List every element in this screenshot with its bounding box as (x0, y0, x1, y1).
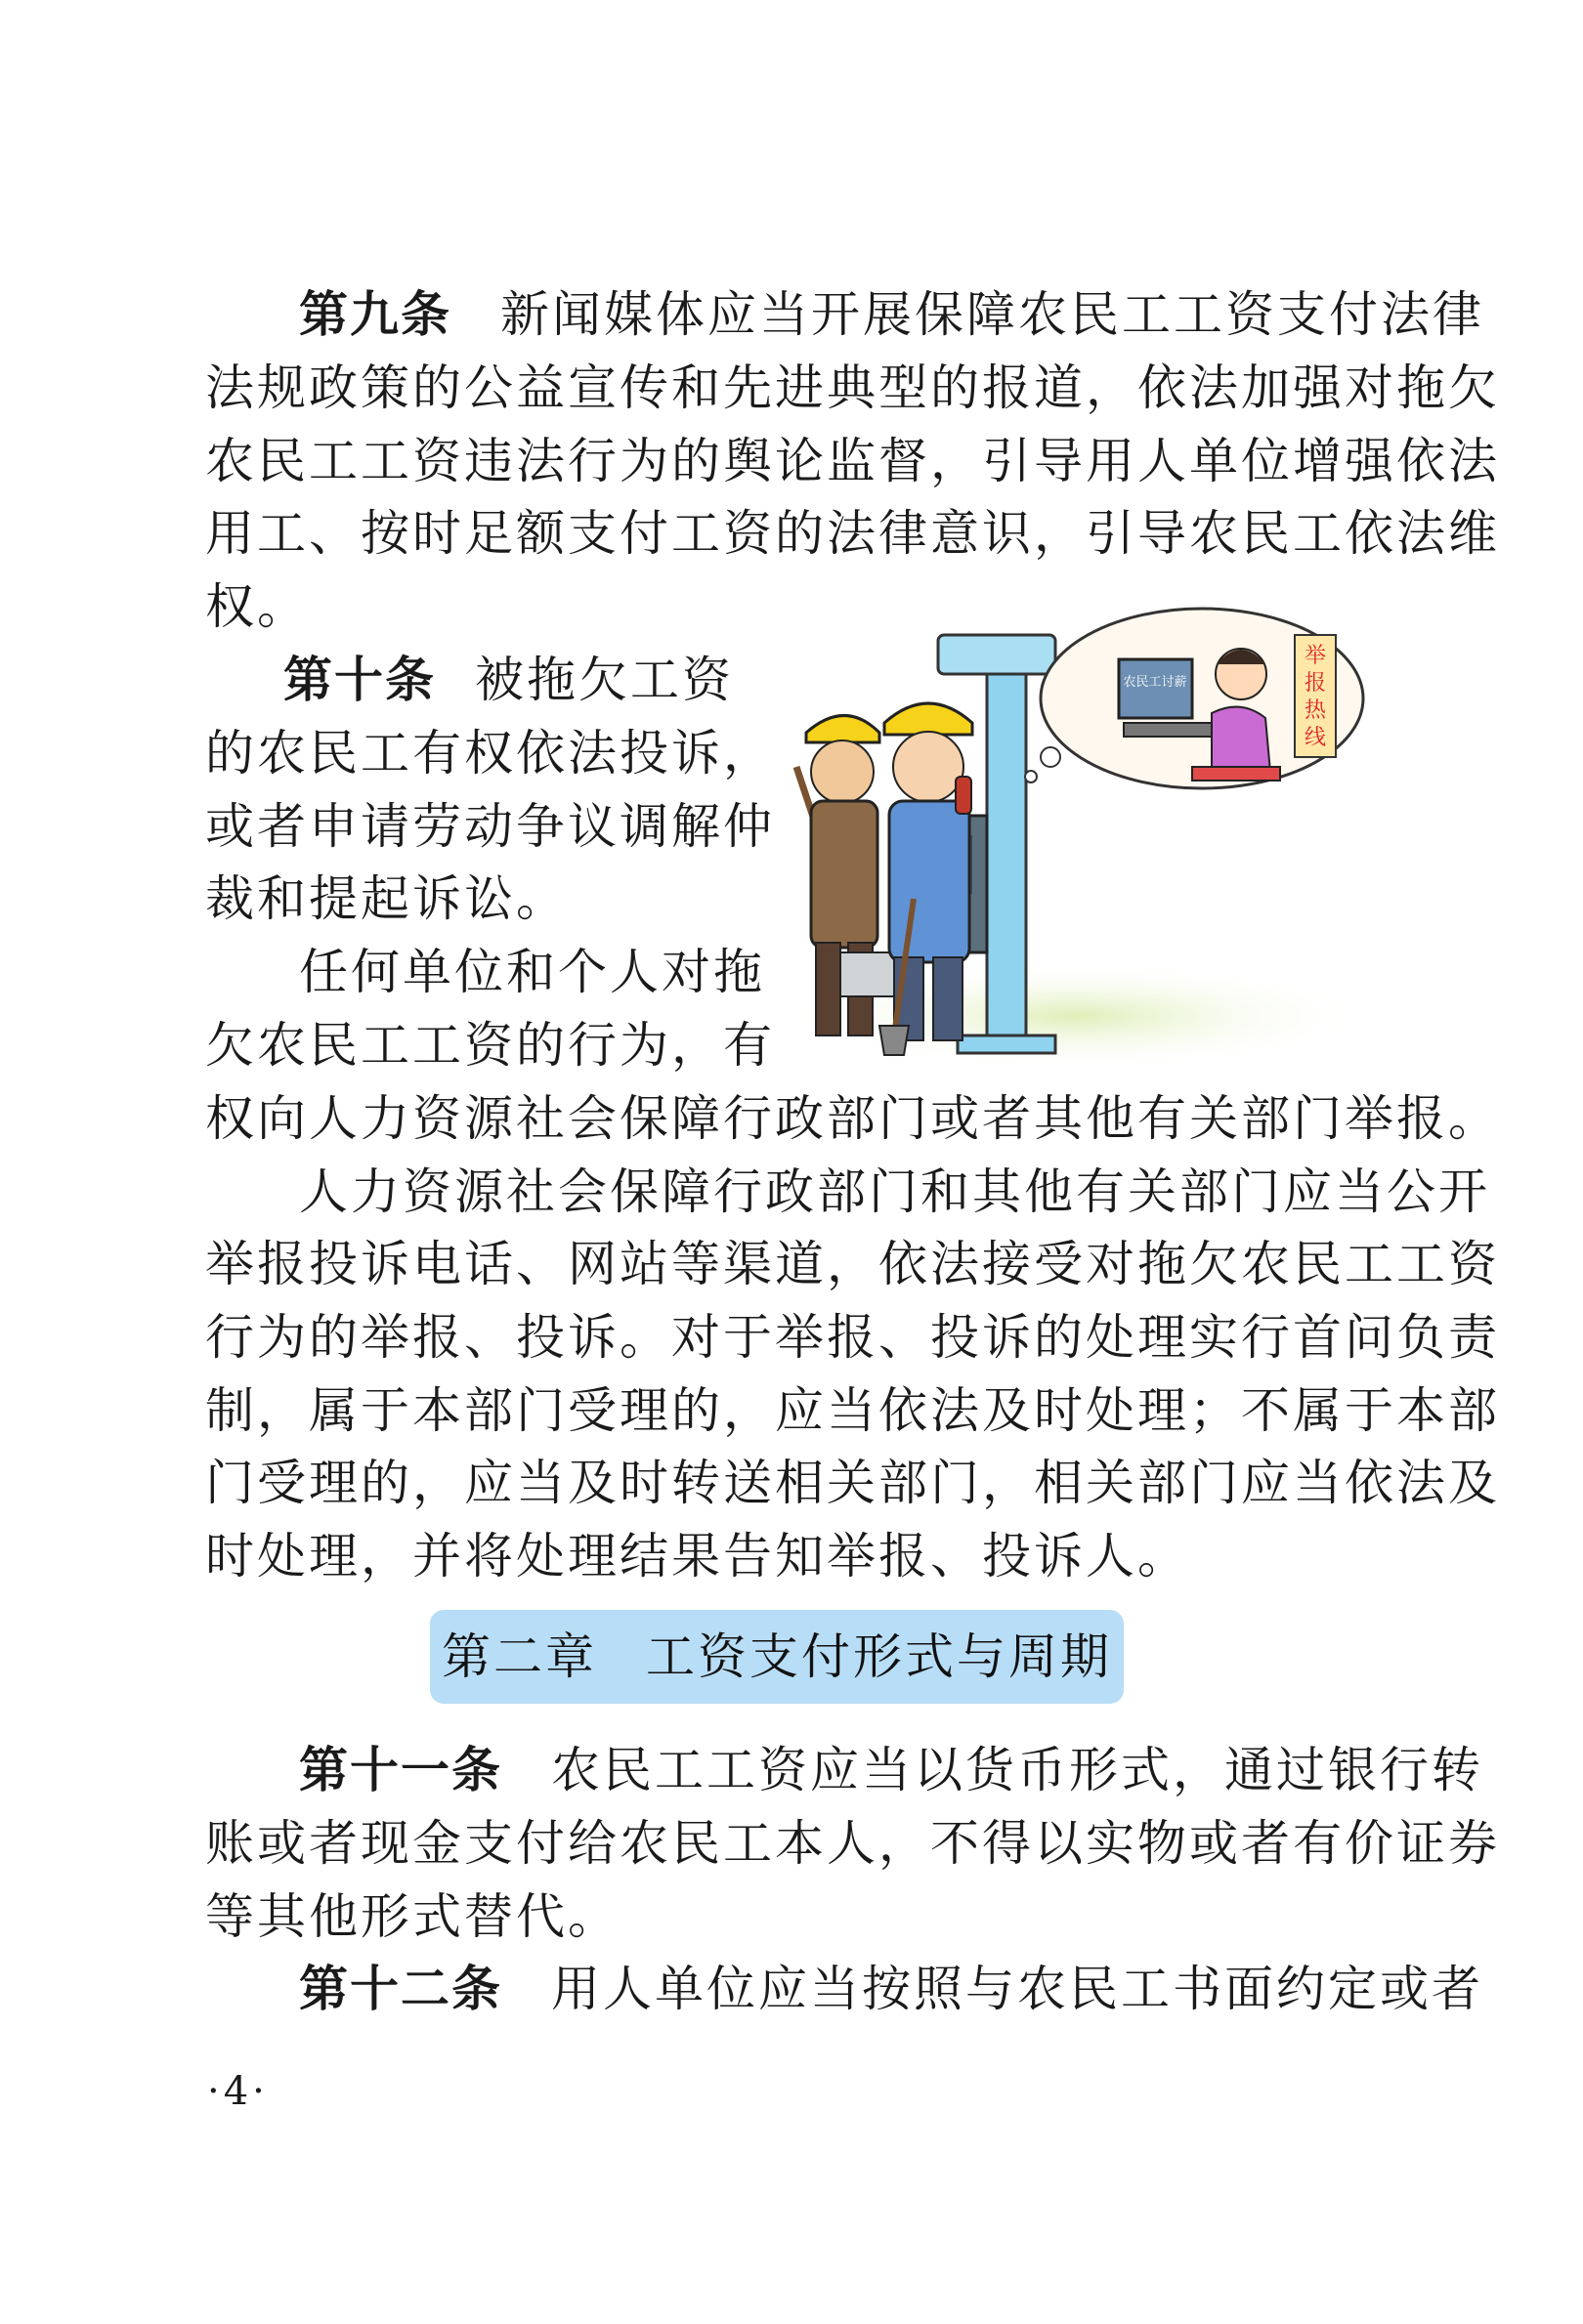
art10-line-6: 欠农民工工资的行为，有 (205, 1017, 775, 1074)
art11-text-1: 农民工工资应当以货币形式，通过银行转 (551, 1742, 1483, 1798)
art10-p3-line-1 (205, 1156, 1490, 1228)
banner-char-3: 热 (1304, 698, 1327, 723)
page-number: ·4· (207, 2069, 269, 2114)
art10-line-4: 裁和提起诉讼。 (205, 870, 568, 927)
art11-line-1 (205, 1734, 1483, 1806)
art10-line-1 (205, 644, 734, 716)
article-10-label: 第十条 (283, 652, 436, 708)
banner-char-1: 举 (1304, 644, 1327, 668)
art10-p3-line-4: 制，属于本部门受理的，应当依法及时处理；不属于本部 (205, 1382, 1500, 1439)
art10-line-7: 权向人力资源社会保障行政部门或者其他有关部门举报。 (205, 1090, 1500, 1147)
art11-line-3: 等其他形式替代。 (205, 1888, 620, 1945)
art10-line-2: 的农民工有权依法投诉， (205, 725, 775, 782)
art10-p3-line-5: 门受理的，应当及时转送相关部门，相关部门应当依法及 (205, 1455, 1500, 1511)
chapter-heading (430, 1610, 1124, 1704)
banner-char-2: 报 (1304, 671, 1327, 696)
art12-line-1 (205, 1953, 1483, 2025)
art10-p3-line-3: 行为的举报、投诉。对于举报、投诉的处理实行首问负责 (205, 1309, 1500, 1366)
art10-line-3: 或者申请劳动争议调解仲 (205, 798, 775, 855)
art9-line-2: 法规政策的公益宣传和先进典型的报道，依法加强对拖欠 (205, 359, 1500, 416)
article-12-label: 第十二条 (299, 1961, 502, 2017)
chapter-number: 第二章 (442, 1628, 597, 1685)
art10-p3-line-2: 举报投诉电话、网站等渠道，依法接受对拖欠农民工工资 (205, 1236, 1500, 1292)
art12-text-1: 用人单位应当按照与农民工书面约定或者 (551, 1961, 1483, 2017)
banner-char-4: 线 (1304, 726, 1327, 750)
art10-line-5 (205, 936, 765, 1008)
chapter-title: 工资支付形式与周期 (646, 1628, 1112, 1685)
art10-text-1: 被拖欠工资 (475, 652, 734, 708)
art9-line-1 (205, 278, 1484, 351)
article-9-label: 第九条 (299, 286, 451, 343)
art9-line-5: 权。 (205, 578, 309, 635)
art10-p3-line-6: 时处理，并将处理结果告知举报、投诉人。 (205, 1528, 1189, 1585)
art11-line-2: 账或者现金支付给农民工本人，不得以实物或者有价证券 (205, 1815, 1500, 1872)
art10-text-5: 任何单位和个人对拖 (299, 944, 765, 1000)
art9-line-4: 用工、按时足额支付工资的法律意识，引导农民工依法维 (205, 505, 1500, 562)
art9-text-1: 新闻媒体应当开展保障农民工工资支付法律 (500, 286, 1484, 343)
art10-p3-text-1: 人力资源社会保障行政部门和其他有关部门应当公开 (299, 1163, 1490, 1220)
article-11-label: 第十一条 (299, 1742, 502, 1798)
art9-line-3: 农民工工资违法行为的舆论监督，引导用人单位增强依法 (205, 433, 1500, 489)
screen-text: 农民工讨薪 (1123, 675, 1187, 690)
workers-hotline-illustration (772, 606, 1373, 1065)
